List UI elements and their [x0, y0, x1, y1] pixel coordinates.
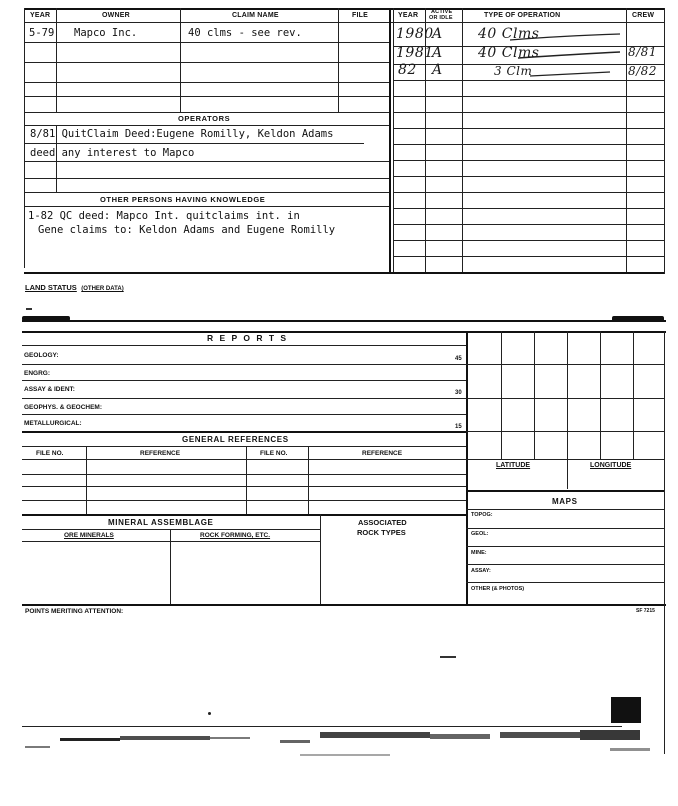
op-row-3-year: 82: [398, 62, 417, 78]
reports-assay: ASSAY & IDENT:: [24, 386, 75, 393]
owner-row-claim: 40 clms - see rev.: [188, 27, 302, 39]
op-row-1-year: 1980: [396, 26, 434, 42]
op-row-2-crew: 8/81: [628, 45, 657, 59]
ref-header-file-no-2: FILE NO.: [260, 450, 288, 457]
maps-geol: GEOL:: [471, 531, 489, 537]
operators-title: OPERATORS: [178, 114, 231, 123]
land-status-label: LAND STATUS (OTHER DATA): [25, 283, 124, 292]
op-row-3-crew: 8/82: [628, 64, 657, 78]
maps-title: MAPS: [552, 497, 578, 506]
ref-header-file-no-1: FILE NO.: [36, 450, 64, 457]
scan-dash: [440, 656, 456, 658]
reports-engrg: ENGRG:: [24, 370, 50, 377]
op-row-3-status: A: [432, 62, 443, 78]
operators-line-1: 8/81 QuitClaim Deed:Eugene Romilly, Keldon Adams: [30, 128, 334, 140]
form-number: SF 7215: [636, 608, 655, 614]
reports-geophys: GEOPHYS. & GEOCHEM:: [24, 404, 103, 411]
header-year: YEAR: [30, 12, 51, 19]
reports-geology: GEOLOGY:: [24, 352, 59, 359]
ref-header-reference-1: REFERENCE: [140, 450, 181, 457]
scan-block-artifact: [611, 697, 641, 723]
ore-minerals-label: ORE MINERALS: [64, 532, 114, 539]
header-owner: OWNER: [102, 12, 130, 19]
header-type-of-operation: TYPE OF OPERATION: [484, 12, 561, 19]
op-row-2-operation: 40 Clms: [478, 45, 540, 61]
header-active: ACTIVE: [431, 9, 453, 15]
op-row-1-operation: 40 Clms: [478, 26, 540, 42]
ref-header-reference-2: REFERENCE: [362, 450, 403, 457]
longitude-label: LONGITUDE: [590, 462, 632, 469]
mineral-assemblage-title: MINERAL ASSEMBLAGE: [108, 518, 214, 527]
reports-geology-num: 45: [455, 356, 462, 362]
op-row-2-status: A: [432, 45, 443, 61]
op-row-1-status: A: [432, 26, 443, 42]
points-meriting-attention-label: POINTS MERITING ATTENTION:: [25, 608, 124, 615]
maps-assay: ASSAY:: [471, 568, 491, 574]
header-year-2: YEAR: [398, 12, 419, 19]
rock-forming-label: ROCK FORMING, ETC.: [200, 532, 271, 539]
owner-row-year: 5-79: [29, 27, 55, 39]
scan-dash-2: [26, 308, 32, 310]
header-file: FILE: [352, 12, 368, 19]
general-references-title: GENERAL REFERENCES: [182, 435, 289, 444]
scan-noise-band: [20, 726, 670, 771]
reports-assay-num: 30: [455, 390, 462, 396]
associated-label: ASSOCIATED: [358, 518, 407, 527]
header-or-idle: OR IDLE: [429, 15, 453, 21]
scan-dot: [208, 712, 211, 715]
owner-row-owner: Mapco Inc.: [74, 27, 138, 39]
reports-title: R E P O R T S: [207, 333, 289, 343]
maps-topog: TOPOG:: [471, 512, 493, 518]
maps-other: OTHER (& PHOTOS): [471, 586, 525, 592]
knowledge-title: OTHER PERSONS HAVING KNOWLEDGE: [100, 195, 266, 204]
reports-metallurgical-num: 15: [455, 424, 462, 430]
operators-line-2: deed any interest to Mapco: [30, 147, 195, 159]
latitude-label: LATITUDE: [496, 462, 531, 469]
maps-mine: MINE:: [471, 550, 487, 556]
op-row-2-year: 1981: [396, 45, 434, 61]
handwriting-strokes: [470, 28, 650, 88]
header-crew: CREW: [632, 12, 655, 19]
knowledge-line-2: Gene claims to: Keldon Adams and Eugene Romilly: [38, 224, 336, 236]
knowledge-line-1: 1-82 QC deed: Mapco Int. quitclaims int. in: [28, 210, 300, 222]
rock-types-label: ROCK TYPES: [357, 528, 406, 537]
reports-metallurgical: METALLURGICAL:: [24, 420, 82, 427]
header-claim-name: CLAIM NAME: [232, 12, 279, 19]
op-row-3-operation: 3 Clm: [494, 64, 533, 78]
